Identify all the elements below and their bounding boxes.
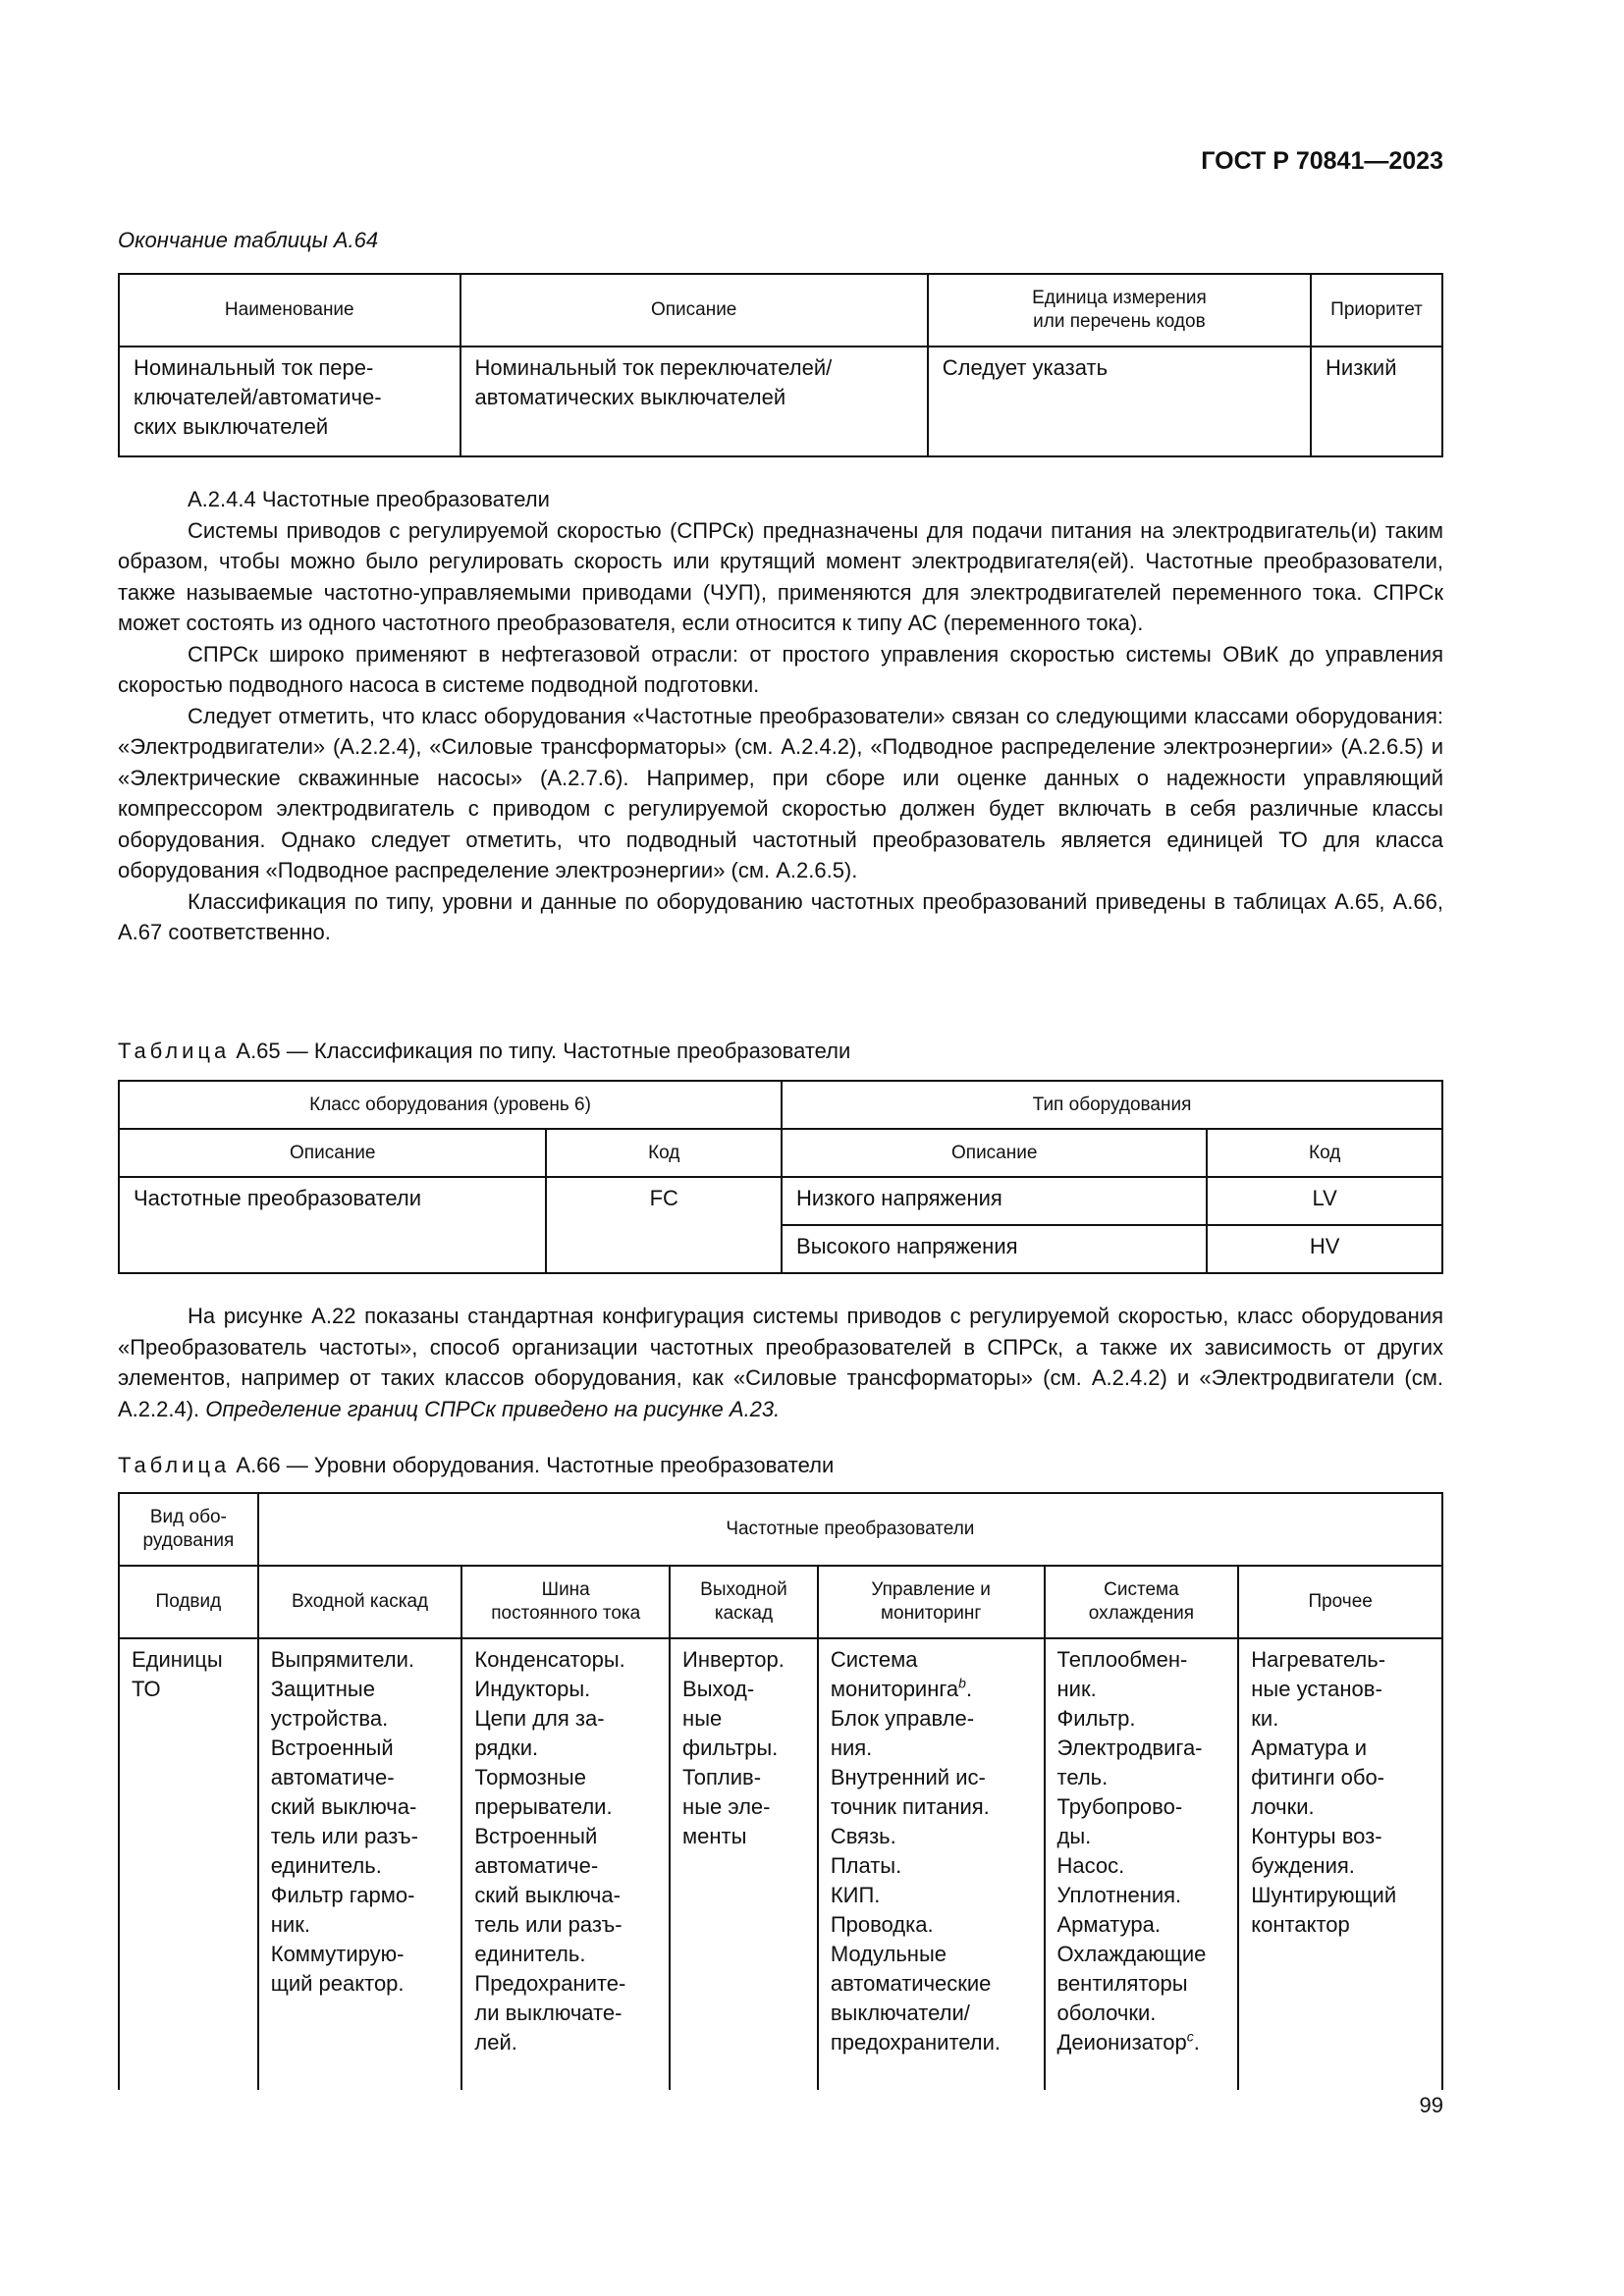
col-header-unit: Единица измерения или перечень кодов — [928, 274, 1311, 347]
paragraph: СПРСк широко применяют в нефтегазовой отрасли: от простого управления скоростью системы ОВиК до управления скоростью подводного насоса в системе подводной подготовки. — [118, 641, 1443, 697]
cell-subtype: Единицы ТО — [119, 1638, 258, 2090]
cell-dc-bus: Конденсаторы. Индукторы. Цепи для за- рядки. Тормозные прерыватели. Встроенный автоматиче- ский выключа- тель или разъ- единитель. Предохраните- ли выключате- лей. — [461, 1638, 670, 2090]
header-equipment-type: Вид обо- рудования — [119, 1493, 258, 1566]
col-header-type-code: Код — [1207, 1129, 1442, 1177]
cell-type-description: Высокого напряжения — [782, 1225, 1207, 1273]
cell-text: Система мониторинга — [830, 1647, 959, 1701]
col-header-input-stage: Входной каскад — [258, 1566, 462, 1638]
caption-text: А.66 — Уровни оборудования. Частотные преобразователи — [236, 1453, 835, 1477]
table-a66-caption — [118, 1453, 834, 1478]
col-header-output-stage: Выходной каскад — [670, 1566, 818, 1638]
col-header-class-code: Код — [546, 1129, 782, 1177]
caption-prefix: Таблица — [118, 1039, 231, 1063]
col-header-priority: Приоритет — [1311, 274, 1442, 347]
col-header-dc-bus: Шина постоянного тока — [461, 1566, 670, 1638]
table-a64-caption: Окончание таблицы А.64 — [118, 228, 379, 252]
group-header-type: Тип оборудования — [782, 1081, 1442, 1129]
footnote-mark: b — [958, 1675, 966, 1691]
col-header-class-description: Описание — [119, 1129, 546, 1177]
cell-text: Теплообмен- ник. Фильтр. Электродвига- тель. Трубопрово- ды. Насос. Уплотнения. Арматура. Охлаждающие вентиляторы оболочки. Деионизатор — [1056, 1647, 1207, 2055]
paragraph: Системы приводов с регулируемой скоростью (СПРСк) предназначены для подачи питания на электродвигатель(и) таким образом, чтобы можно было регулировать скорость или крутящий момент электродвигателя(ей). Частотные преобразователи, также называемые частотно-управляемыми приводами (ЧУП), применяются для электродвигателей переменного тока. СПРСк может состоять из одного частотного преобразователя, если относится к типу АС (переменного тока). — [118, 517, 1443, 635]
cell-text: . Блок управле- ния. Внутренний ис- точник питания. Связь. Платы. КИП. Проводка. Модульные автоматические выключатели/ предохранители. — [830, 1677, 1001, 2055]
cell-output-stage: Инвертор. Выход- ные фильтры. Топлив- ные эле- менты — [670, 1638, 818, 2090]
paragraph: Классификация по типу, уровни и данные по оборудованию частотных преобразований приведены в таблицах А.65, А.66, А.67 соответственно. — [118, 888, 1443, 944]
cell-priority: Низкий — [1311, 347, 1442, 456]
cell-description: Номинальный ток переключателей/ автоматических выключателей — [460, 347, 928, 456]
cell-type-description: Низкого напряжения — [782, 1177, 1207, 1225]
table-a64 — [118, 273, 1443, 457]
col-header-name: Наименование — [119, 274, 460, 347]
page-number: 99 — [1419, 2093, 1443, 2117]
col-header-control: Управление и мониторинг — [818, 1566, 1045, 1638]
cell-text: . — [1193, 2030, 1200, 2055]
table-a65-caption — [118, 1039, 850, 1064]
document-id: ГОСТ Р 70841—2023 — [1201, 147, 1443, 175]
cell-unit: Следует указать — [928, 347, 1311, 456]
paragraph-text: На рисунке А.22 показаны стандартная конфигурация системы приводов с регулируемой скоростью, класс оборудования «Преобразователь частоты», способ организации частотных преобразователей в СПРСк, а также их зависимость от других элементов, например от таких классов оборудования, как «Силовые трансформаторы» (см. А.2.4.2) и «Электродвигатели (см. А.2.2.4). — [118, 1304, 1443, 1421]
table-a66 — [118, 1492, 1443, 2090]
section-a244 — [118, 484, 1443, 948]
figure-paragraph — [118, 1301, 1443, 1424]
cell-control — [818, 1638, 1045, 2090]
footnote-mark: c — [1186, 2028, 1194, 2045]
section-heading: А.2.4.4 Частотные преобразователи — [188, 487, 550, 511]
col-header-subtype: Подвид — [119, 1566, 258, 1638]
col-header-cooling: Система охлаждения — [1045, 1566, 1239, 1638]
table-row — [119, 347, 1442, 456]
cell-other: Нагреватель- ные установ- ки. Арматура и фитинги обо- лочки. Контуры воз- буждения. Шунтирующий контактор — [1238, 1638, 1442, 2090]
cell-type-code: LV — [1207, 1177, 1442, 1225]
col-header-description: Описание — [460, 274, 928, 347]
table-row — [119, 1638, 1442, 2090]
cell-input-stage: Выпрямители. Защитные устройства. Встроенный автоматиче- ский выключа- тель или разъ- единитель. Фильтр гармо- ник. Коммутирую- щий реактор. — [258, 1638, 462, 2090]
caption-text: А.65 — Классификация по типу. Частотные преобразователи — [236, 1039, 851, 1063]
cell-type-code: HV — [1207, 1225, 1442, 1273]
paragraph-italic-tail: Определение границ СПРСк приведено на рисунке А.23. — [205, 1396, 781, 1421]
paragraph: Следует отметить, что класс оборудования «Частотные преобразователи» связан со следующими классами оборудования: «Электродвигатели» (А.2.2.4), «Силовые трансформаторы» (см. А.2.4.2), «Подводное распределение электроэнергии» (А.2.6.5) и «Электрические скважинные насосы» (А.2.7.6). Например, при сборе или оценке данных о надежности управляющий компрессором электродвигатель с приводом с регулируемой скоростью должен будет включать в себя различные классы оборудования. Однако следует отметить, что подводный частотный преобразователь является единицей ТО для класса оборудования «Подводное распределение электроэнергии» (см. А.2.6.5). — [118, 703, 1443, 882]
cell-name: Номинальный ток пере- ключателей/автоматиче- ских выключателей — [119, 347, 460, 456]
cell-class-code: FC — [546, 1177, 782, 1273]
header-frequency-converters: Частотные преобразователи — [258, 1493, 1442, 1566]
table-row — [119, 1177, 1442, 1225]
col-header-other: Прочее — [1238, 1566, 1442, 1638]
cell-class-description: Частотные преобразователи — [119, 1177, 546, 1273]
cell-cooling — [1045, 1638, 1239, 2090]
col-header-type-description: Описание — [782, 1129, 1207, 1177]
caption-prefix: Таблица — [118, 1453, 231, 1477]
table-a65 — [118, 1080, 1443, 1274]
group-header-class: Класс оборудования (уровень 6) — [119, 1081, 782, 1129]
